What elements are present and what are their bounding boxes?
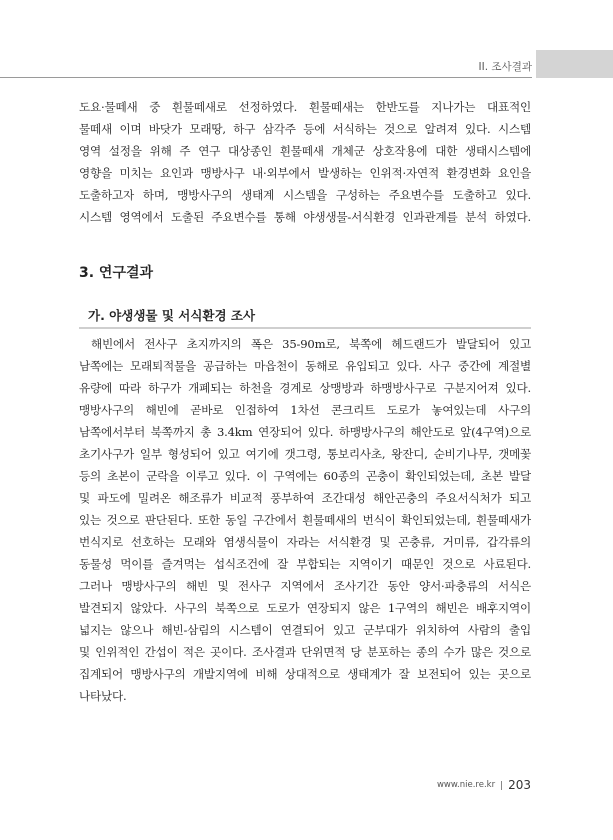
- text-line: 및 인위적인 간섭이 적은 곳이다. 조사결과 단위면적 당 분포하는 종의 수가 많은 것으로: [79, 645, 531, 659]
- text-line: 남쪽에는 모래퇴적물을 공급하는 마읍천이 동해로 유입되고 있다. 사구 중간에 계절별: [79, 359, 531, 373]
- footer-url: www.nie.re.kr: [436, 780, 496, 790]
- footer-separator: [501, 781, 502, 790]
- text-line: 유량에 따라 하구가 개폐되는 하천을 경계로 상맹방과 하맹방사구로 구분지어져 있다.: [79, 381, 531, 395]
- text-line: 맹방사구의 해빈에 곧바로 인접하여 1차선 콘크리트 도로가 놓여있는데 사구의: [79, 403, 531, 417]
- text-line: 번식지로 선호하는 모래와 염생식물이 자라는 서식환경 및 곤충류, 거미류, 갑각류의: [79, 535, 531, 549]
- body-paragraph: [79, 333, 531, 707]
- text-line: 발견되지 않았다. 사구의 북쪽으로 도로가 연장되지 않은 1구역의 해빈은 배후지역이: [79, 601, 531, 615]
- page-footer: [420, 776, 531, 794]
- text-line: 남쪽에서부터 북쪽까지 총 3.4km 연장되어 있다. 하맹방사구의 해안도로 앞(4구역)으로: [79, 425, 531, 439]
- chapter-header-label: II. 조사결과: [478, 61, 532, 73]
- text-line: 그러나 맹방사구의 해빈 및 전사구 지역에서 조사기간 동안 양서·파충류의 서식은: [79, 579, 531, 593]
- subsection-underline: [79, 327, 531, 329]
- text-line: 영향을 미치는 요인과 맹방사구 내·외부에서 발생하는 인위적·자연적 환경변화 요인을: [79, 166, 531, 180]
- text-line: 초기사구가 일부 형성되어 있고 여기에 갯그령, 통보리사초, 왕잔디, 순비기나무, 갯메꽃: [79, 447, 531, 461]
- text-line: 넓지는 않으나 해빈-삼림의 시스템이 연결되어 있고 군부대가 위치하여 사람의 출입: [79, 623, 531, 637]
- intro-paragraph: [79, 96, 531, 228]
- text-line: 나타났다.: [79, 689, 127, 703]
- text-line: 집계되어 맹방사구의 개발지역에 비해 상대적으로 생태계가 잘 보전되어 있는 곳으로: [79, 667, 531, 681]
- text-line: 및 파도에 밀려온 해조류가 비교적 풍부하여 조간대성 해안곤충의 주요서식처가 되고: [79, 491, 531, 505]
- subsection-title: 가. 야생생물 및 서식환경 조사: [88, 308, 256, 323]
- text-line: 물떼새 이며 바닷가 모래땅, 하구 삼각주 등에 서식하는 것으로 알려져 있다. 시스템: [79, 122, 531, 136]
- text-line: 도출하고자 하며, 맹방사구의 생태계 시스템을 구성하는 주요변수를 도출하고 있다.: [79, 188, 531, 202]
- section-title: 3. 연구결과: [79, 265, 154, 281]
- header-divider: [0, 77, 532, 78]
- text-line: 동물성 먹이를 즐겨먹는 섭식조건에 잘 부합되는 지역이기 때문인 것으로 사료된다.: [79, 557, 531, 571]
- text-line: 도요·물떼새 중 흰물떼새로 선정하였다. 흰물떼새는 한반도를 지나가는 대표적인: [79, 100, 531, 114]
- text-line: 시스템 영역에서 도출된 주요변수를 통해 야생생물-서식환경 인과관계를 분석 하였다.: [79, 210, 531, 224]
- text-line: 해빈에서 전사구 초지까지의 폭은 35-90m로, 북쪽에 헤드랜드가 발달되어 있고: [91, 337, 531, 351]
- page-number: 203: [508, 778, 531, 792]
- text-line: 등의 초본이 군락을 이루고 있다. 이 구역에는 60종의 곤충이 확인되었는데, 초본 발달: [79, 469, 531, 483]
- chapter-side-tab: [536, 50, 613, 78]
- text-line: 영역 설정을 위해 주 연구 대상종인 흰물떼새 개체군 상호작용에 대한 생태시스템에: [79, 144, 531, 158]
- text-line: 있는 것으로 판단된다. 또한 동일 구간에서 흰물떼새의 번식이 확인되었는데, 흰물떼새가: [79, 513, 531, 527]
